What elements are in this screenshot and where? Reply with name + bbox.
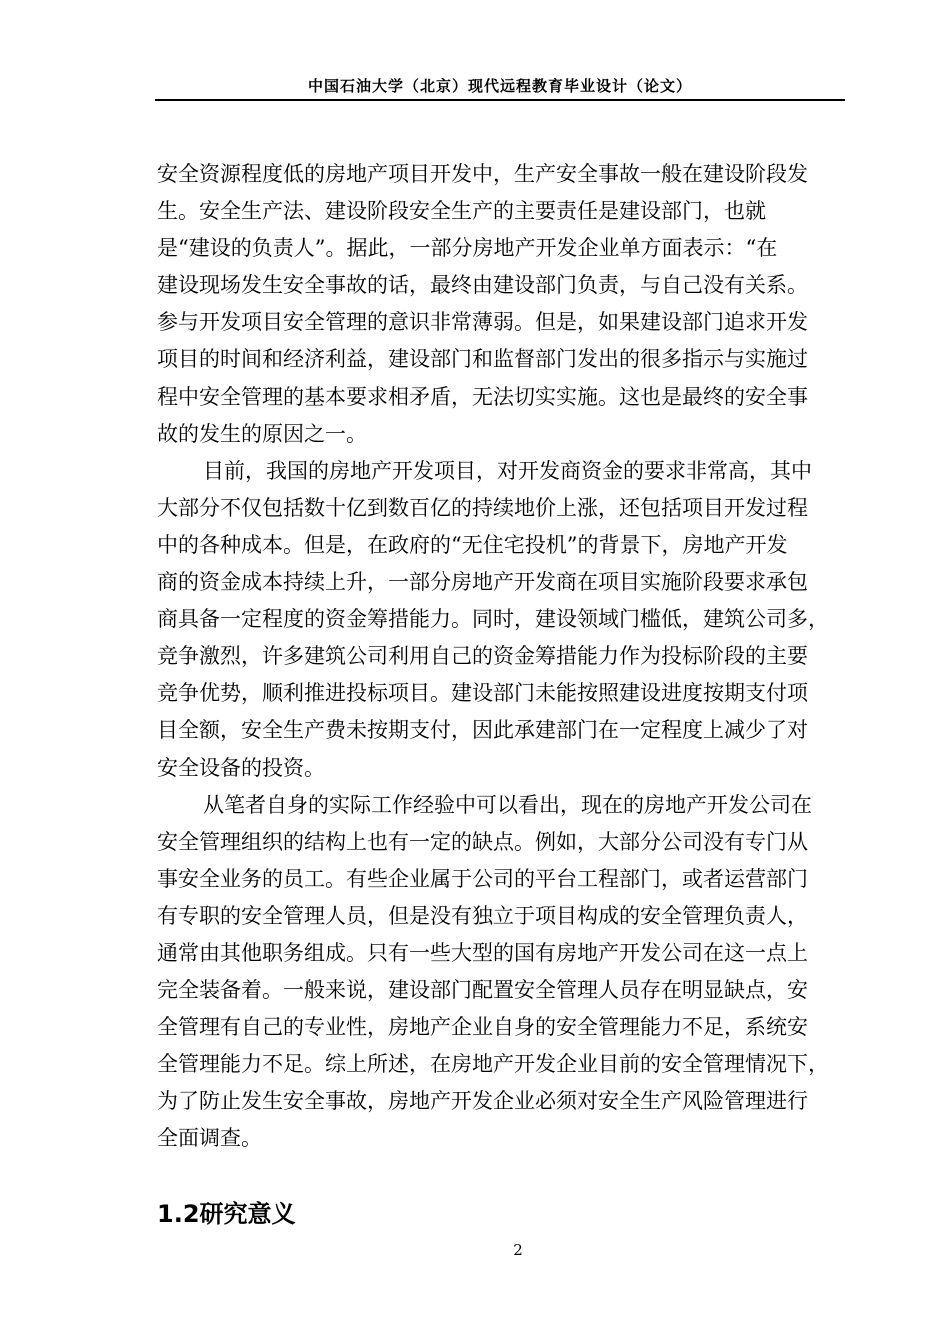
body-text: [157, 156, 843, 1158]
text-line: 竞争优势，顺利推进投标项目。建设部门未能按照建设进度按期支付项: [157, 681, 808, 706]
text-line: 竞争激烈，许多建筑公司利用自己的资金筹措能力作为投标阶段的主要: [157, 644, 808, 669]
text-line: 全管理能力不足。综上所述，在房地产开发企业目前的安全管理情况下，: [157, 1052, 829, 1077]
text-line: 完全装备着。一般来说，建设部门配置安全管理人员存在明显缺点，安: [157, 978, 808, 1003]
text-line: 通常由其他职务组成。只有一些大型的国有房地产开发公司在这一点上: [157, 940, 808, 965]
text-line: 生。安全生产法、建设阶段安全生产的主要责任是建设部门，也就: [157, 199, 766, 224]
text-line: 目前，我国的房地产开发项目，对开发商资金的要求非常高，其中: [203, 458, 812, 483]
text-line: 程中安全管理的基本要求相矛盾，无法切实实施。这也是最终的安全事: [157, 384, 808, 409]
text-line: 从笔者自身的实际工作经验中可以看出，现在的房地产开发公司在: [203, 792, 812, 817]
text-line: 安全管理组织的结构上也有一定的缺点。例如，大部分公司没有专门从: [157, 829, 808, 854]
text-line: 目全额，安全生产费未按期支付，因此承建部门在一定程度上减少了对: [157, 718, 808, 743]
text-line: 中的各种成本。但是，在政府的“无住宅投机”的背景下，房地产开发: [157, 532, 788, 557]
text-line: 故的发生的原因之一。: [157, 421, 367, 446]
page-number: 2: [513, 1241, 523, 1259]
text-line: 事安全业务的员工。有些企业属于公司的平台工程部门，或者运营部门: [157, 866, 808, 891]
text-line: 参与开发项目安全管理的意识非常薄弱。但是，如果建设部门追求开发: [157, 310, 808, 335]
section-heading: 1.2研究意义: [157, 1200, 296, 1228]
text-line: 商的资金成本持续上升，一部分房地产开发商在项目实施阶段要求承包: [157, 570, 808, 595]
text-line: 全面调查。: [157, 1126, 262, 1151]
text-line: 商具备一定程度的资金筹措能力。同时，建设领域门槛低，建筑公司多，: [157, 607, 829, 632]
text-line: 安全资源程度低的房地产项目开发中，生产安全事故一般在建设阶段发: [157, 162, 808, 186]
page-header-title: 中国石油大学（北京）现代远程教育毕业设计（论文）: [307, 77, 692, 95]
text-line: 项目的时间和经济利益，建设部门和监督部门发出的很多指示与实施过: [157, 347, 808, 372]
text-line: 是“建设的负责人”。据此，一部分房地产开发企业单方面表示：“在: [157, 236, 778, 261]
text-line: 有专职的安全管理人员，但是没有独立于项目构成的安全管理负责人，: [157, 903, 808, 928]
text-line: 为了防止发生安全事故，房地产开发企业必须对安全生产风险管理进行: [157, 1089, 808, 1114]
text-line: 建设现场发生安全事故的话，最终由建设部门负责，与自己没有关系。: [157, 273, 808, 298]
text-line: 大部分不仅包括数十亿到数百亿的持续地价上涨，还包括项目开发过程: [157, 495, 808, 520]
text-line: 全管理有自己的专业性，房地产企业自身的安全管理能力不足，系统安: [157, 1015, 808, 1040]
header-divider: [155, 99, 845, 101]
text-line: 安全设备的投资。: [157, 755, 325, 780]
